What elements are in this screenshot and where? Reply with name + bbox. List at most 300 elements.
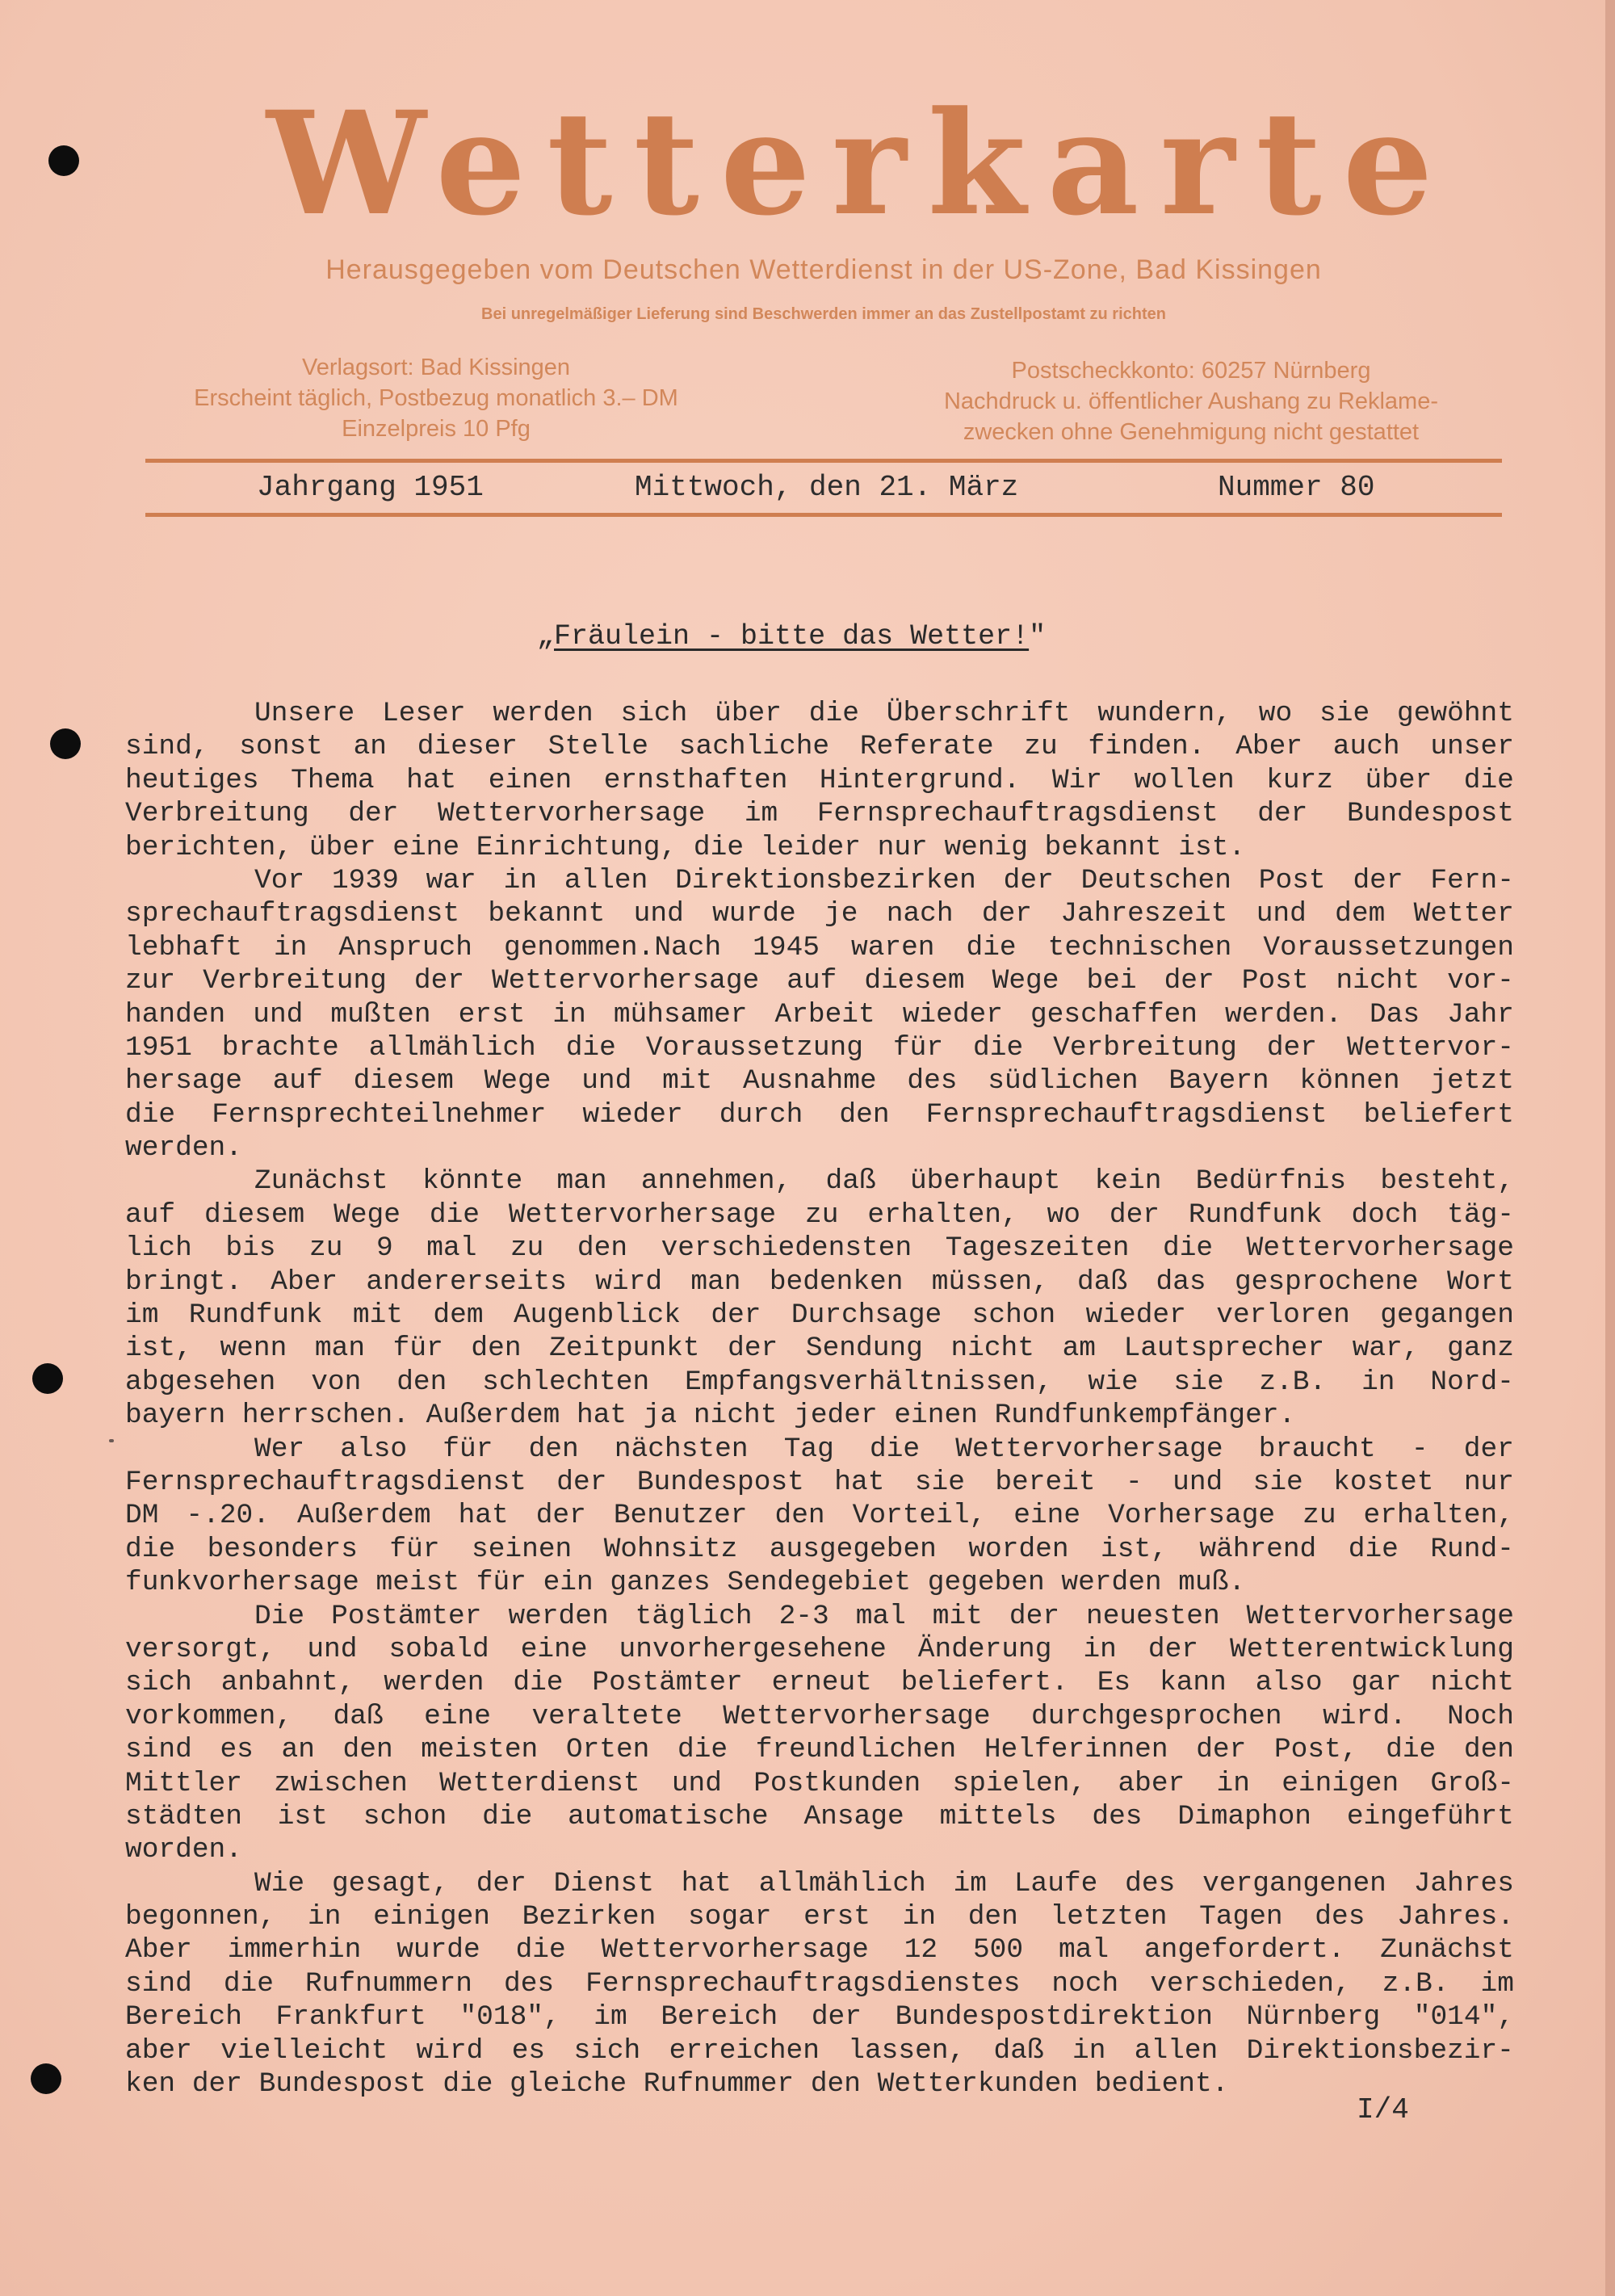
article-word: besteht, [1380, 1165, 1514, 1198]
article-word: hat [406, 764, 457, 796]
article-word: "014", [1413, 2001, 1514, 2034]
article-word: der [1266, 1031, 1317, 1064]
article-line [125, 897, 1514, 930]
article-word: Jahres [1413, 1867, 1514, 1899]
article-word: Vorhersage [1108, 1500, 1276, 1532]
article-line: berichten, über eine Einrichtung, die leider nur wenig bekannt ist. [125, 831, 1246, 863]
article-word: bringt. [125, 1266, 242, 1298]
article-word: in [1361, 1366, 1395, 1398]
article-word: über [1365, 764, 1433, 796]
article-word: der [556, 1466, 607, 1498]
article-word: worden [968, 1533, 1069, 1565]
article-word: diesem [864, 965, 965, 997]
article-word: verloren [1216, 1299, 1350, 1332]
article-word: und [1256, 898, 1307, 930]
article-word: andererseits [366, 1266, 567, 1298]
article-line [125, 998, 1514, 1031]
article-word: die [429, 1198, 480, 1231]
article-word: der [981, 898, 1033, 930]
article-word: Fernsprechauftragsdienst [125, 1466, 526, 1498]
article-word: kein [1094, 1165, 1162, 1198]
article-word: z.B. [1259, 1366, 1327, 1398]
article-word: sachliche [678, 731, 830, 763]
top-rule [145, 459, 1502, 463]
article-word: Vor [254, 864, 305, 896]
article-word: der [1463, 1433, 1514, 1465]
article-line [125, 730, 1514, 763]
article-line [125, 1433, 1514, 1466]
article-word: Arbeit [774, 998, 875, 1030]
article-word: kostet [1333, 1466, 1434, 1498]
article-word: erhalten, [867, 1198, 1018, 1231]
article-word: Fernsprechteilnehmer [212, 1098, 547, 1131]
article-word: Empfangsverhältnissen, [685, 1366, 1053, 1398]
article-word: war [426, 864, 476, 896]
article-word: während [1199, 1533, 1317, 1565]
article-heading [537, 620, 1046, 653]
bottom-rule [145, 513, 1502, 517]
heading-close-quote: " [1029, 620, 1047, 653]
article-word: gewöhnt [1397, 698, 1514, 729]
article-word: sie [1173, 1366, 1224, 1398]
article-word: ist [277, 1800, 328, 1832]
article-word: Bedürfnis [1195, 1165, 1347, 1198]
article-word: freundlichen [755, 1734, 957, 1766]
article-word: Tageszeiten [945, 1232, 1130, 1265]
article-word: hat [681, 1867, 732, 1899]
article-word: Nürnberg [1246, 2001, 1381, 2034]
article-word: den [342, 1734, 393, 1766]
article-word: braucht [1258, 1433, 1376, 1465]
article-word: Zunächst [254, 1165, 388, 1198]
article-word: der [1009, 1600, 1060, 1632]
article-word: vergangenen [1202, 1867, 1386, 1899]
article-line [125, 1332, 1514, 1365]
article-word: es [511, 2034, 546, 2067]
article-word: für [389, 1533, 440, 1565]
article-word: den [577, 1232, 628, 1265]
article-word: sich [620, 698, 688, 729]
article-word: seinen [472, 1533, 573, 1565]
article-line: ken der Bundespost die gleiche Rufnummer den Wetterkunden bedient. [125, 2068, 1229, 2101]
article-word: am [1062, 1333, 1097, 1365]
article-word: Bundespostdirektion [895, 2001, 1213, 2034]
article-word: zu [309, 1232, 343, 1265]
article-word: aber [1118, 1767, 1185, 1799]
article-word: erneut [771, 1667, 872, 1699]
article-word: nur [1463, 1466, 1514, 1498]
article-word: Das [1369, 998, 1420, 1030]
article-word: beliefert [1363, 1098, 1514, 1131]
article-word: Dienst [553, 1867, 654, 1899]
article-word: einigen [373, 1901, 491, 1933]
article-line [125, 764, 1514, 797]
article-word: Wettervor- [1346, 1031, 1514, 1064]
article-word: erhalten, [1363, 1500, 1514, 1532]
article-word: wie [1088, 1366, 1139, 1398]
article-word: einen [488, 764, 573, 796]
publishing-place: Verlagsort: Bad Kissingen [301, 355, 571, 380]
article-word: den [471, 1333, 522, 1365]
article-word: 2-3 [778, 1600, 829, 1632]
article-word: Rund- [1430, 1533, 1514, 1565]
article-word: zur [125, 965, 176, 997]
article-word: Bundespost [1346, 798, 1514, 830]
article-word: war, [1352, 1333, 1420, 1365]
article-word: annehmen, [640, 1165, 792, 1198]
article-word: in [503, 864, 537, 896]
article-word: zu [805, 1198, 839, 1231]
article-word: der [811, 2001, 862, 2034]
article-word: verschiedensten [661, 1232, 912, 1265]
article-line [125, 1031, 1514, 1064]
article-word: die [1463, 764, 1514, 796]
article-word: die [125, 1533, 176, 1565]
article-word: Tag [783, 1433, 834, 1465]
article-word: daß [825, 1165, 876, 1198]
article-line [125, 2034, 1514, 2067]
article-word: heutiges [125, 764, 259, 796]
article-word: genommen.Nach [504, 931, 722, 963]
article-word: zu [1024, 731, 1058, 763]
article-word: die [808, 698, 859, 729]
article-word: die [223, 1967, 274, 2000]
article-word: erst [803, 1901, 870, 1933]
article-word: Nord- [1430, 1366, 1514, 1398]
article-word: Wettervorhersage [955, 1433, 1223, 1465]
article-word: durchgesprochen [1031, 1700, 1282, 1732]
article-word: und [253, 998, 304, 1030]
article-word: sonst [239, 731, 323, 763]
article-word: DM [125, 1500, 159, 1532]
article-word: kurz [1266, 764, 1333, 796]
article-word: Durchsage [791, 1299, 942, 1332]
article-word: sich [125, 1667, 192, 1699]
article-word: vielleicht [220, 2034, 388, 2067]
article-word: und [633, 898, 684, 930]
heading-open-quote: „ [537, 620, 555, 653]
article-word: die [677, 1734, 728, 1766]
article-word: veraltete [531, 1700, 682, 1732]
article-word: Wettervorhersage [1246, 1232, 1514, 1265]
article-word: Bundespost [636, 1466, 804, 1498]
article-line [125, 1232, 1514, 1265]
article-word: Jahreszeit [1060, 898, 1228, 930]
article-line [125, 1900, 1514, 1933]
article-word: mit [352, 1299, 403, 1332]
issue-number: Nummer 80 [1218, 471, 1375, 504]
article-word: sich [573, 2034, 641, 2067]
article-line [125, 1800, 1514, 1833]
article-word: an [281, 1734, 315, 1766]
article-line [125, 1967, 1514, 2000]
article-word: Wettervorhersage [601, 1934, 869, 1967]
ink-speck [109, 1439, 114, 1442]
article-word: Ansage [803, 1800, 904, 1832]
article-word: anbahnt, [220, 1667, 355, 1699]
article-word: Wettervorhersage [723, 1700, 991, 1732]
article-word: schon [363, 1800, 447, 1832]
article-word: also [1255, 1667, 1323, 1699]
article-word: Orten [565, 1734, 650, 1766]
article-word: täg- [1447, 1198, 1514, 1231]
article-line [125, 1767, 1514, 1800]
article-word: Aber [125, 1934, 192, 1967]
article-word: Wie [254, 1867, 305, 1899]
article-word: und [581, 1065, 632, 1098]
article-word: hersage [125, 1065, 242, 1098]
article-word: Wetterdienst [439, 1767, 640, 1799]
article-word: täglich [635, 1600, 753, 1632]
article-word: mit [662, 1065, 713, 1098]
article-word: Referate [859, 731, 994, 763]
article-word: Frankfurt [275, 2001, 426, 2034]
article-word: den [1463, 1734, 1514, 1766]
article-word: sie [1319, 698, 1370, 729]
article-word: Die [254, 1600, 305, 1632]
article-word: Anspruch [338, 931, 472, 963]
article-word: lassen, [848, 2034, 966, 2067]
postal-account: Postscheckkonto: 60257 Nürnberg [1011, 358, 1371, 384]
article-word: mal [855, 1600, 906, 1632]
article-word: Voraussetzung [645, 1031, 863, 1064]
article-word: Rufnummern [304, 1967, 472, 2000]
paper-edge [1605, 0, 1615, 2296]
article-word: allmählich [758, 1867, 926, 1899]
article-word: allen [1134, 2034, 1219, 2067]
article-word: begonnen, [125, 1901, 276, 1933]
article-word: Direktionsbezir- [1246, 2034, 1514, 2067]
article-word: lebhaft [125, 931, 242, 963]
article-word: Bereich [125, 2001, 242, 2034]
article-word: - [1411, 1433, 1428, 1465]
article-word: handen [125, 998, 226, 1030]
article-line [125, 1933, 1514, 1967]
punch-hole-4 [31, 2063, 61, 2094]
article-word: waren [850, 931, 935, 963]
article-line [125, 1165, 1514, 1198]
article-word: werden [508, 1600, 609, 1632]
article-line: werden. [125, 1132, 242, 1165]
article-word: des [504, 1967, 555, 2000]
article-word: also [340, 1433, 408, 1465]
article-word: daß [1077, 1266, 1128, 1298]
article-line [125, 1499, 1514, 1532]
heading-text: Fräulein - bitte das Wetter! [554, 620, 1030, 653]
article-word: Unsere [254, 698, 355, 729]
article-word: bis [225, 1232, 276, 1265]
article-word: Wohnsitz [603, 1533, 738, 1565]
article-word: Außerdem [296, 1500, 431, 1532]
article-word: den [839, 1098, 890, 1131]
article-word: Hintergrund. [819, 764, 1021, 796]
volume: Jahrgang 1951 [257, 471, 484, 504]
article-word: wenn [220, 1333, 287, 1365]
article-word: Fernsprechauftragsdienstes [585, 1967, 1021, 2000]
article-line [125, 1266, 1514, 1299]
article-word: Rundfunk [188, 1299, 323, 1332]
article-word: abgesehen [125, 1366, 276, 1398]
article-word: Wege [992, 965, 1059, 997]
article-word: wo [1047, 1198, 1080, 1231]
article-word: finden. [1088, 731, 1206, 763]
article-word: wieder [1085, 1299, 1186, 1332]
article-line [125, 1299, 1514, 1332]
article-word: der [348, 798, 399, 830]
article-word: der [476, 1867, 526, 1899]
article-word: der [1003, 864, 1054, 896]
article-word: Post, [1273, 1734, 1358, 1766]
article-word: verschieden, [1150, 1967, 1351, 2000]
article-word: spielen, [952, 1767, 1087, 1799]
article-word: bereit [995, 1466, 1096, 1498]
article-line [125, 797, 1514, 830]
article-word: ist, [1101, 1533, 1168, 1565]
article-word: vor- [1447, 965, 1514, 997]
article-word: allmählich [368, 1031, 536, 1064]
article-word: eine [520, 1633, 588, 1665]
article-word: Vorteil, [852, 1500, 987, 1532]
reprint-note-1: Nachdruck u. öffentlicher Aushang zu Reklame- [943, 388, 1439, 414]
article-word: Helferinnen [984, 1734, 1168, 1766]
article-word: für [443, 1433, 493, 1465]
article-word: lich [125, 1232, 192, 1265]
article-word: den [967, 1901, 1018, 1933]
article-word: Mittler [125, 1767, 242, 1799]
article-word: im [594, 2001, 627, 2034]
article-word: kann [1160, 1667, 1227, 1699]
article-word: zu [510, 1232, 544, 1265]
article-body [125, 697, 1514, 2101]
article-word: eine [1013, 1500, 1081, 1532]
article-word: durch [719, 1098, 803, 1131]
article-word: der [535, 1500, 586, 1532]
article-word: es [220, 1734, 254, 1766]
article-word: der [1353, 864, 1403, 896]
punch-hole-3 [32, 1363, 63, 1394]
article-word: Fern- [1430, 864, 1514, 896]
article-word: werden [384, 1667, 484, 1699]
article-word: und [671, 1767, 722, 1799]
article-word: Augenblick [513, 1299, 681, 1332]
article-word: Dimaphon [1177, 1800, 1311, 1832]
article-word: "018", [459, 2001, 560, 2034]
article-word: Aber [271, 1266, 338, 1298]
article-word: wurde [712, 898, 796, 930]
article-word: Fernsprechauftragsdienst [816, 798, 1219, 830]
article-word: den [528, 1433, 579, 1465]
article-word: 500 [972, 1934, 1024, 1967]
article-word: des [907, 1065, 958, 1098]
article-word: überhaupt [909, 1165, 1061, 1198]
article-word: technischen [1047, 931, 1232, 963]
article-word: Wort [1447, 1266, 1514, 1298]
article-word: nicht [1430, 1667, 1514, 1699]
article-word: werden [493, 698, 594, 729]
article-word: Postämter [331, 1600, 482, 1632]
article-word: im [744, 798, 778, 830]
article-word: eingeführt [1346, 1800, 1514, 1832]
article-word: Wettervorhersage [492, 965, 760, 997]
article-word: den [774, 1500, 825, 1532]
article-word: nicht [950, 1333, 1034, 1365]
single-price: Einzelpreis 10 Pfg [342, 416, 531, 442]
article-word: je [824, 898, 858, 930]
article-word: des [1315, 1901, 1365, 1933]
article-word: müssen, [931, 1266, 1049, 1298]
article-word: Wettervorhersage [508, 1198, 777, 1231]
article-word: hat [458, 1500, 509, 1532]
article-word: mal [1058, 1934, 1110, 1967]
article-word: automatische [568, 1800, 769, 1832]
article-word: in [1216, 1767, 1250, 1799]
article-word: erst [458, 998, 526, 1030]
article-word: man [314, 1333, 366, 1365]
article-word: Deutschen [1080, 864, 1231, 896]
article-word: beliefert. [900, 1667, 1068, 1699]
publisher-line: Herausgegeben vom Deutschen Wetterdienst in der US-Zone, Bad Kissingen [325, 254, 1322, 285]
article-word: wurde [396, 1934, 480, 1967]
article-word: brachte [221, 1031, 339, 1064]
article-line [125, 1600, 1514, 1633]
article-word: auf [787, 965, 837, 997]
article-word: Jahres. [1397, 1901, 1514, 1933]
article-line: funkvorhersage meist für ein ganzes Sendegebiet gegeben werden muß. [125, 1567, 1246, 1599]
subscription-info: Erscheint täglich, Postbezug monatlich 3.– DM [194, 385, 678, 411]
article-word: der [1164, 965, 1214, 997]
article-word: der [1196, 1734, 1247, 1766]
article-word: Ausnahme [742, 1065, 877, 1098]
complaint-note: Bei unregelmäßiger Lieferung sind Beschwerden immer an das Zustellpostamt zu richten [481, 305, 1166, 323]
article-word: Post [1241, 965, 1309, 997]
article-word: wieder [582, 1098, 683, 1131]
article-word: wird [416, 2034, 484, 2067]
article-word: daß [333, 1700, 384, 1732]
article-word: Wege [484, 1065, 552, 1098]
article-word: der [728, 1333, 778, 1365]
article-word: in [273, 931, 308, 963]
article-word: wird [595, 1266, 663, 1298]
article-word: aber [125, 2034, 192, 2067]
article-line [125, 931, 1514, 964]
article-word: Verbreitung [1053, 1031, 1237, 1064]
article-word: Post [1258, 864, 1326, 896]
article-word: im [125, 1299, 159, 1332]
article-word: Wer [254, 1433, 305, 1465]
article-word: ist, [125, 1333, 192, 1365]
article-word: Sendung [805, 1333, 923, 1365]
article-word: nächsten [614, 1433, 749, 1465]
article-word: sie [914, 1466, 965, 1498]
article-word: sogar [687, 1901, 772, 1933]
article-word: die [515, 1934, 566, 1967]
article-word: 12 [904, 1934, 938, 1967]
article-word: Groß- [1430, 1767, 1514, 1799]
article-word: gesagt, [331, 1867, 449, 1899]
article-word: wo [1258, 698, 1293, 729]
article-line [125, 1666, 1514, 1699]
article-word: erreichen [669, 2034, 820, 2067]
article-word: mühsamer [613, 998, 748, 1030]
article-word: sind [125, 1734, 192, 1766]
article-word: Bezirken [522, 1901, 656, 1933]
article-word: das [1156, 1266, 1206, 1298]
article-word: eine [424, 1700, 491, 1732]
article-word: des [1125, 1867, 1176, 1899]
article-word: für [392, 1333, 443, 1365]
article-word: Zeitpunkt [549, 1333, 700, 1365]
article-word: des [1092, 1800, 1143, 1832]
